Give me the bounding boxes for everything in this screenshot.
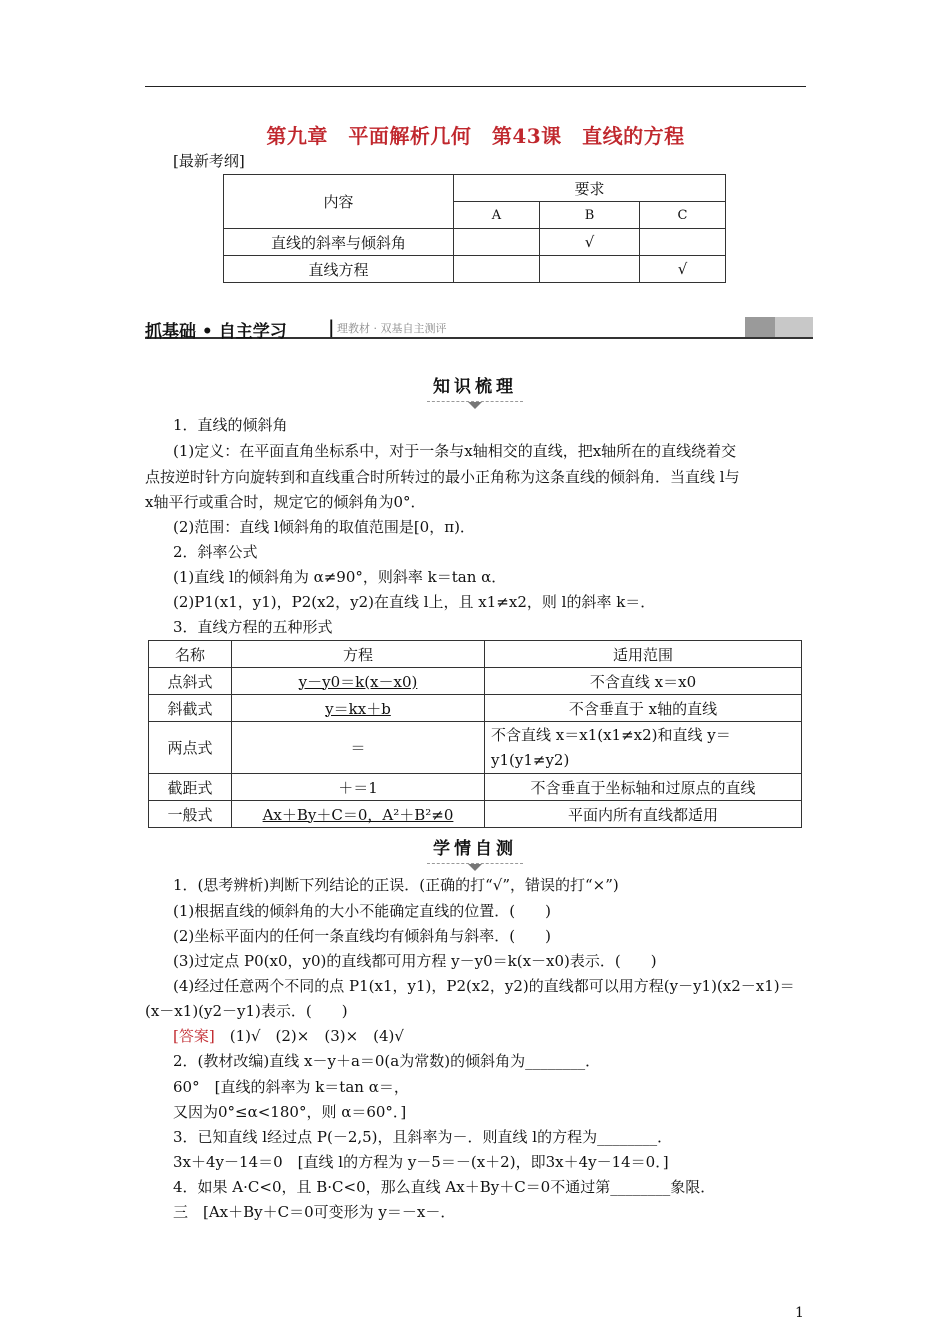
banner-subtitle: 理教材 · 双基自主测评 xyxy=(337,322,447,335)
form-scope: 不含垂直于坐标轴和过原点的直线 xyxy=(485,774,802,801)
form-name: 点斜式 xyxy=(149,668,232,695)
text-line: (1)根据直线的倾斜角的大小不能确定直线的位置．( ) xyxy=(173,902,551,920)
outline-mark xyxy=(454,229,540,256)
form-equation: ＝ xyxy=(232,722,485,774)
page-title: 第九章 平面解析几何 第43课 直线的方程 xyxy=(266,124,685,148)
forms-header: 名称 xyxy=(149,641,232,668)
text-line: 2．斜率公式 xyxy=(173,543,258,561)
text-line: 点按逆时针方向旋转到和直线重合时所转过的最小正角称为这条直线的倾斜角．当直线 l与 xyxy=(145,468,740,486)
text-line: 3．已知直线 l经过点 P(－2,5)，且斜率为－．则直线 l的方程为________． xyxy=(173,1128,673,1146)
text-line: 3x＋4y－14＝0 [直线 l的方程为 y－5＝－(x＋2)，即3x＋4y－14＝0．] xyxy=(173,1153,669,1171)
text-line: 2．(教材改编)直线 x－y＋a＝0(a为常数)的倾斜角为________． xyxy=(173,1052,601,1070)
form-equation: ＋＝1 xyxy=(232,774,485,801)
text-line: (2)P1(x1，y1)，P2(x2，y2)在直线 l上，且 x1≠x2，则 l的斜率 k＝． xyxy=(173,593,656,611)
text-line: (4)经过任意两个不同的点 P1(x1，y1)，P2(x2，y2)的直线都可以用方程(y－y1)(x2－x1)＝ xyxy=(173,977,795,995)
section-banner xyxy=(145,317,813,342)
text-line: x轴平行或重合时，规定它的倾斜角为0°． xyxy=(145,493,426,511)
outline-table xyxy=(223,174,726,283)
outline-mark: √ xyxy=(540,229,640,256)
form-name: 两点式 xyxy=(149,722,232,774)
answer-label: [答案] xyxy=(173,1027,215,1045)
section-heading-knowledge xyxy=(385,372,565,409)
form-scope: 不含直线 x＝x1(x1≠x2)和直线 y＝y1(y1≠y2) xyxy=(485,722,802,774)
level-c: C xyxy=(640,202,726,229)
text-line: 3．直线方程的五种形式 xyxy=(173,618,333,636)
banner-block-dark xyxy=(745,317,775,337)
text-line: 1．(思考辨析)判断下列结论的正误．(正确的打“√”，错误的打“×”) xyxy=(173,876,619,894)
text-line: 4．如果 A·C<0，且 B·C<0，那么直线 Ax＋By＋C＝0不通过第________象限． xyxy=(173,1178,716,1196)
outline-row-name: 直线的斜率与倾斜角 xyxy=(224,229,454,256)
outline-mark: √ xyxy=(640,256,726,283)
forms-header: 适用范围 xyxy=(485,641,802,668)
form-equation: y＝kx＋b xyxy=(232,695,485,722)
outline-mark xyxy=(640,229,726,256)
banner-separator: | xyxy=(328,317,335,338)
text-line: (1)定义：在平面直角坐标系中，对于一条与x轴相交的直线，把x轴所在的直线绕着交 xyxy=(173,442,737,460)
page-number: 1 xyxy=(795,1305,804,1321)
heading-pointer xyxy=(468,864,482,871)
form-equation: Ax＋By＋C＝0，A²＋B²≠0 xyxy=(232,801,485,828)
heading-text: 知识梳理 xyxy=(433,377,517,397)
forms-header: 方程 xyxy=(232,641,485,668)
form-equation: y－y0＝k(x－x0) xyxy=(232,668,485,695)
banner-block-light xyxy=(775,317,813,337)
text-line: (2)坐标平面内的任何一条直线均有倾斜角与斜率．( ) xyxy=(173,927,551,945)
text-line: 60° [直线的斜率为 k＝tan α＝， xyxy=(173,1078,409,1096)
text-line: 又因为0°≤α<180°，则 α＝60°．] xyxy=(173,1103,407,1121)
answer-line xyxy=(173,1025,404,1046)
text-line: 1．直线的倾斜角 xyxy=(173,416,288,434)
banner-title: 抓基础 • 自主学习 xyxy=(145,322,287,342)
text-line: (3)过定点 P0(x0，y0)的直线都可用方程 y－y0＝k(x－x0)表示．( ) xyxy=(173,952,657,970)
text-line: (2)范围：直线 l倾斜角的取值范围是[0，π)． xyxy=(173,518,475,536)
form-scope: 不含垂直于 x轴的直线 xyxy=(485,695,802,722)
level-b: B xyxy=(540,202,640,229)
outline-mark xyxy=(454,256,540,283)
answer-text: (1)√ (2)× (3)× (4)√ xyxy=(214,1027,404,1045)
heading-pointer xyxy=(468,402,482,409)
level-a: A xyxy=(454,202,540,229)
top-rule xyxy=(145,86,806,87)
form-scope: 平面内所有直线都适用 xyxy=(485,801,802,828)
outline-row-name: 直线方程 xyxy=(224,256,454,283)
outline-mark xyxy=(540,256,640,283)
form-name: 斜截式 xyxy=(149,695,232,722)
form-name: 截距式 xyxy=(149,774,232,801)
text-line: (1)直线 l的倾斜角为 α≠90°，则斜率 k＝tan α． xyxy=(173,568,507,586)
form-name: 一般式 xyxy=(149,801,232,828)
section-heading-selftest xyxy=(385,834,565,871)
form-scope: 不含直线 x＝x0 xyxy=(485,668,802,695)
outline-label: [最新考纲] xyxy=(173,152,245,170)
outline-col-content: 内容 xyxy=(224,175,454,229)
heading-text: 学情自测 xyxy=(433,839,517,859)
text-line: 三 [Ax＋By＋C＝0可变形为 y＝－x－． xyxy=(173,1203,456,1221)
text-line: (x－x1)(y2－y1)表示．( ) xyxy=(145,1002,348,1020)
outline-col-req: 要求 xyxy=(454,175,726,202)
line-forms-table xyxy=(148,640,802,828)
